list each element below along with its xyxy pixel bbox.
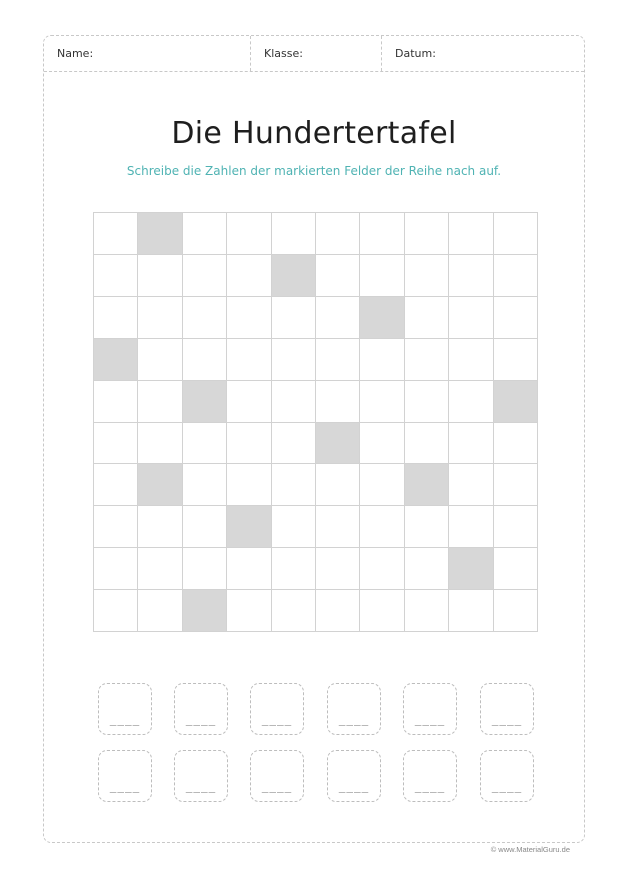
answer-blank: ____ xyxy=(414,780,446,793)
grid-cell xyxy=(494,339,538,381)
grid-cell xyxy=(272,423,316,465)
answer-blank: ____ xyxy=(491,780,523,793)
grid-cell xyxy=(272,464,316,506)
answer-box[interactable] xyxy=(403,750,457,802)
grid-cell xyxy=(94,297,138,339)
page-title: Die Hundertertafel xyxy=(171,116,457,151)
grid-cell xyxy=(360,548,404,590)
answer-box[interactable] xyxy=(174,683,228,735)
grid-cell xyxy=(360,213,404,255)
grid-cell xyxy=(449,213,493,255)
grid-cell xyxy=(316,213,360,255)
answer-box[interactable] xyxy=(250,683,304,735)
answer-box[interactable] xyxy=(480,750,534,802)
grid-cell xyxy=(405,381,449,423)
grid-cell xyxy=(449,590,493,632)
grid-cell xyxy=(316,548,360,590)
grid-cell xyxy=(138,381,182,423)
answer-blank: ____ xyxy=(109,780,141,793)
grid-cell xyxy=(227,464,271,506)
grid-cell xyxy=(94,381,138,423)
grid-cell xyxy=(405,423,449,465)
grid-cell xyxy=(494,590,538,632)
grid-cell-marked xyxy=(183,590,227,632)
grid-cell xyxy=(449,255,493,297)
grid-cell xyxy=(494,423,538,465)
date-field[interactable] xyxy=(381,36,584,71)
grid-cell xyxy=(405,339,449,381)
copyright-notice: © www.MaterialGuru.de xyxy=(490,845,570,854)
grid-cell xyxy=(316,381,360,423)
grid-cell xyxy=(405,297,449,339)
grid-cell xyxy=(449,464,493,506)
class-field[interactable] xyxy=(250,36,381,71)
grid-cell xyxy=(94,213,138,255)
grid-cell xyxy=(94,590,138,632)
grid-cell xyxy=(449,381,493,423)
grid-cell-marked xyxy=(449,548,493,590)
grid-cell xyxy=(272,548,316,590)
header-row xyxy=(44,36,584,72)
answer-box[interactable] xyxy=(250,750,304,802)
grid-cell xyxy=(272,506,316,548)
grid-cell-marked xyxy=(494,381,538,423)
grid-cell xyxy=(94,506,138,548)
grid-cell xyxy=(494,255,538,297)
grid-cell xyxy=(494,297,538,339)
grid-cell xyxy=(405,255,449,297)
grid-cell xyxy=(138,590,182,632)
date-label: Datum: xyxy=(395,47,436,60)
answer-blank: ____ xyxy=(491,713,523,726)
grid-cell xyxy=(360,423,404,465)
grid-cell xyxy=(94,548,138,590)
grid-cell xyxy=(316,506,360,548)
hundred-chart-grid xyxy=(93,212,538,632)
grid-cell xyxy=(227,548,271,590)
grid-cell xyxy=(227,297,271,339)
grid-cell xyxy=(227,255,271,297)
grid-cell xyxy=(405,548,449,590)
answer-box[interactable] xyxy=(327,683,381,735)
answer-box[interactable] xyxy=(403,683,457,735)
instruction-text: Schreibe die Zahlen der markierten Felder der Reihe nach auf. xyxy=(126,164,502,178)
grid-cell xyxy=(316,255,360,297)
grid-cell xyxy=(94,255,138,297)
grid-cell xyxy=(494,506,538,548)
grid-cell xyxy=(316,339,360,381)
grid-cell xyxy=(138,423,182,465)
grid-cell xyxy=(360,464,404,506)
grid-cell xyxy=(138,506,182,548)
grid-cell xyxy=(183,464,227,506)
grid-cell xyxy=(360,381,404,423)
name-field[interactable] xyxy=(44,36,250,71)
grid-cell xyxy=(360,506,404,548)
grid-cell xyxy=(449,339,493,381)
grid-cell xyxy=(138,548,182,590)
grid-cell xyxy=(272,339,316,381)
grid-cell-marked xyxy=(405,464,449,506)
answer-box[interactable] xyxy=(98,683,152,735)
grid-cell-marked xyxy=(272,255,316,297)
grid-cell xyxy=(360,590,404,632)
grid-cell xyxy=(138,297,182,339)
grid-cell xyxy=(227,381,271,423)
grid-cell xyxy=(94,423,138,465)
grid-cell xyxy=(183,506,227,548)
grid-cell xyxy=(183,297,227,339)
grid-cell xyxy=(405,506,449,548)
grid-cell xyxy=(138,255,182,297)
grid-cell-marked xyxy=(183,381,227,423)
class-label: Klasse: xyxy=(264,47,303,60)
worksheet xyxy=(43,35,585,843)
grid-cell xyxy=(183,339,227,381)
grid-cell xyxy=(449,423,493,465)
grid-cell xyxy=(494,464,538,506)
grid-cell xyxy=(494,213,538,255)
grid-cell xyxy=(360,255,404,297)
grid-cell xyxy=(272,381,316,423)
grid-cell xyxy=(405,590,449,632)
grid-cell-marked xyxy=(360,297,404,339)
grid-cell xyxy=(183,255,227,297)
grid-cell-marked xyxy=(94,339,138,381)
grid-cell xyxy=(316,297,360,339)
grid-cell-marked xyxy=(138,213,182,255)
grid-cell xyxy=(316,464,360,506)
answer-box[interactable] xyxy=(98,750,152,802)
grid-cell xyxy=(138,339,182,381)
answer-blank: ____ xyxy=(261,780,293,793)
grid-cell xyxy=(494,548,538,590)
grid-cell xyxy=(227,213,271,255)
grid-cell xyxy=(405,213,449,255)
answer-box[interactable] xyxy=(327,750,381,802)
name-label: Name: xyxy=(57,47,94,60)
answer-blank: ____ xyxy=(109,713,141,726)
answer-box[interactable] xyxy=(174,750,228,802)
grid-cell xyxy=(272,590,316,632)
grid-cell xyxy=(272,213,316,255)
answer-box[interactable] xyxy=(480,683,534,735)
answer-blank: ____ xyxy=(414,713,446,726)
grid-cell xyxy=(272,297,316,339)
answer-blank: ____ xyxy=(338,713,370,726)
grid-cell-marked xyxy=(138,464,182,506)
grid-cell xyxy=(360,339,404,381)
answer-blank: ____ xyxy=(338,780,370,793)
grid-cell xyxy=(449,297,493,339)
grid-cell xyxy=(183,548,227,590)
grid-cell-marked xyxy=(227,506,271,548)
grid-cell xyxy=(94,464,138,506)
grid-cell xyxy=(227,590,271,632)
grid-cell xyxy=(183,423,227,465)
grid-cell xyxy=(227,339,271,381)
grid-cell xyxy=(316,590,360,632)
grid-cell xyxy=(227,423,271,465)
grid-cell xyxy=(183,213,227,255)
answer-blank: ____ xyxy=(261,713,293,726)
grid-cell xyxy=(449,506,493,548)
answer-blank: ____ xyxy=(185,713,217,726)
answer-blank: ____ xyxy=(185,780,217,793)
grid-cell-marked xyxy=(316,423,360,465)
